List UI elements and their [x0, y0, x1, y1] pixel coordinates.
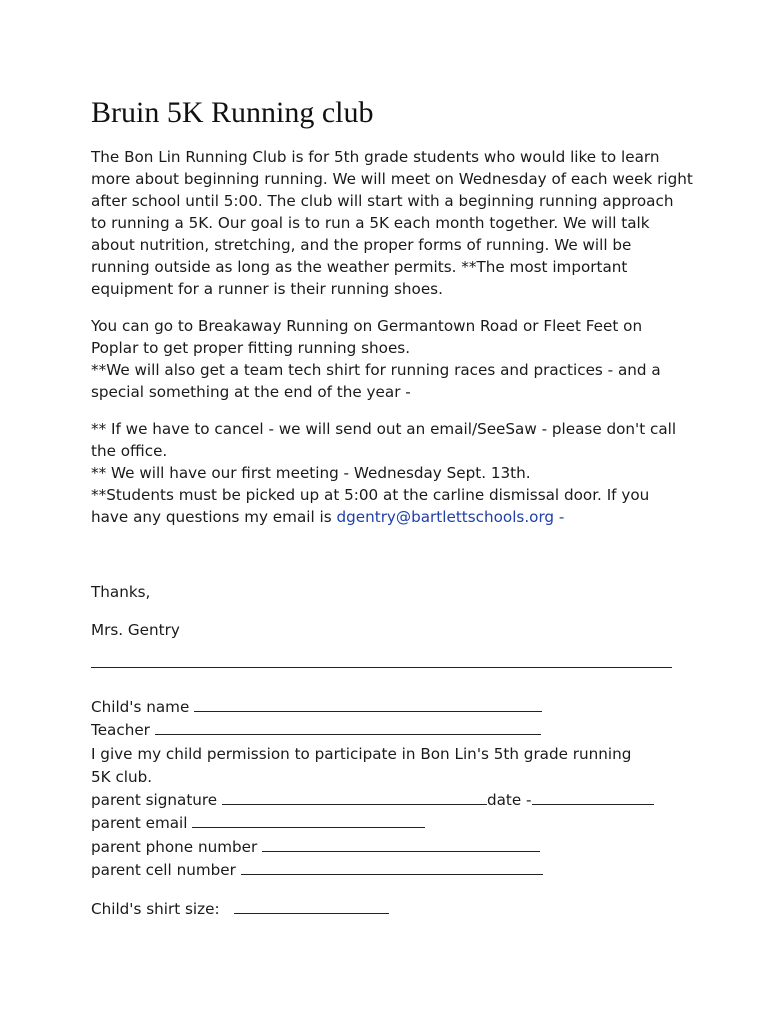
- parent-cell-field[interactable]: [241, 859, 543, 875]
- intro-line: to running a 5K. Our goal is to run a 5K each month together. We will talk: [91, 214, 650, 232]
- teacher-label: Teacher: [91, 721, 150, 740]
- child-name-field[interactable]: [194, 696, 542, 712]
- parent-phone-label: parent phone number: [91, 837, 258, 856]
- shirt-size-row: [91, 898, 681, 920]
- teacher-field[interactable]: [155, 719, 541, 735]
- contact-suffix: -: [554, 508, 565, 526]
- permission-line: 5K club.: [91, 767, 153, 786]
- intro-line: about nutrition, stretching, and the proper forms of running. We will be: [91, 236, 632, 254]
- shoes-line: You can go to Breakaway Running on Germantown Road or Fleet Feet on: [91, 317, 643, 335]
- notes-line: ** If we have to cancel - we will send out an email/SeeSaw - please don't call: [91, 420, 677, 438]
- thanks-text: Thanks,: [91, 583, 151, 601]
- permission-form: [91, 696, 681, 882]
- intro-line: after school until 5:00. The club will start with a beginning running approach: [91, 192, 674, 210]
- contact-line: [91, 506, 681, 528]
- intro-paragraph: [91, 146, 693, 300]
- contact-prefix: have any questions my email is: [91, 508, 337, 526]
- parent-email-field[interactable]: [192, 812, 425, 828]
- intro-line: more about beginning running. We will meet on Wednesday of each week right: [91, 170, 693, 188]
- page-title: Bruin 5K Running club: [91, 96, 374, 129]
- parent-phone-row: [91, 836, 681, 859]
- teacher-row: [91, 719, 681, 742]
- signature-name: Mrs. Gentry: [91, 621, 180, 639]
- shoes-line: Poplar to get proper fitting running shoes.: [91, 339, 411, 357]
- notes-line: **Students must be picked up at 5:00 at the carline dismissal door. If you: [91, 486, 650, 504]
- child-name-label: Child's name: [91, 698, 190, 716]
- shirt-size-field[interactable]: [234, 898, 389, 914]
- shoes-line: **We will also get a team tech shirt for running races and practices - and a: [91, 361, 661, 379]
- date-field[interactable]: [532, 789, 654, 805]
- parent-signature-field[interactable]: [222, 789, 487, 805]
- parent-cell-label: parent cell number: [91, 861, 236, 880]
- intro-line: equipment for a runner is their running shoes.: [91, 280, 443, 298]
- parent-cell-row: [91, 859, 681, 882]
- child-name-row: [91, 696, 681, 719]
- notes-paragraph: [91, 418, 681, 528]
- intro-line: running outside as long as the weather permits. **The most important: [91, 258, 628, 276]
- intro-line: The Bon Lin Running Club is for 5th grade students who would like to learn: [91, 148, 660, 166]
- notes-line: the office.: [91, 442, 168, 460]
- date-label: date -: [486, 791, 532, 810]
- parent-signature-row: [91, 789, 681, 812]
- shirt-size-label: Child's shirt size:: [91, 900, 220, 918]
- parent-email-label: parent email: [91, 814, 188, 833]
- shoes-line: special something at the end of the year -: [91, 383, 411, 401]
- permission-line: I give my child permission to participate in Bon Lin's 5th grade running: [91, 744, 632, 763]
- parent-signature-label: parent signature: [91, 791, 218, 810]
- cut-divider: [91, 667, 672, 668]
- shoes-paragraph: [91, 315, 681, 403]
- notes-line: ** We will have our first meeting - Wednesday Sept. 13th.: [91, 464, 531, 482]
- parent-email-row: [91, 812, 681, 835]
- email-link[interactable]: dgentry@bartlettschools.org: [336, 508, 555, 526]
- parent-phone-field[interactable]: [262, 836, 540, 852]
